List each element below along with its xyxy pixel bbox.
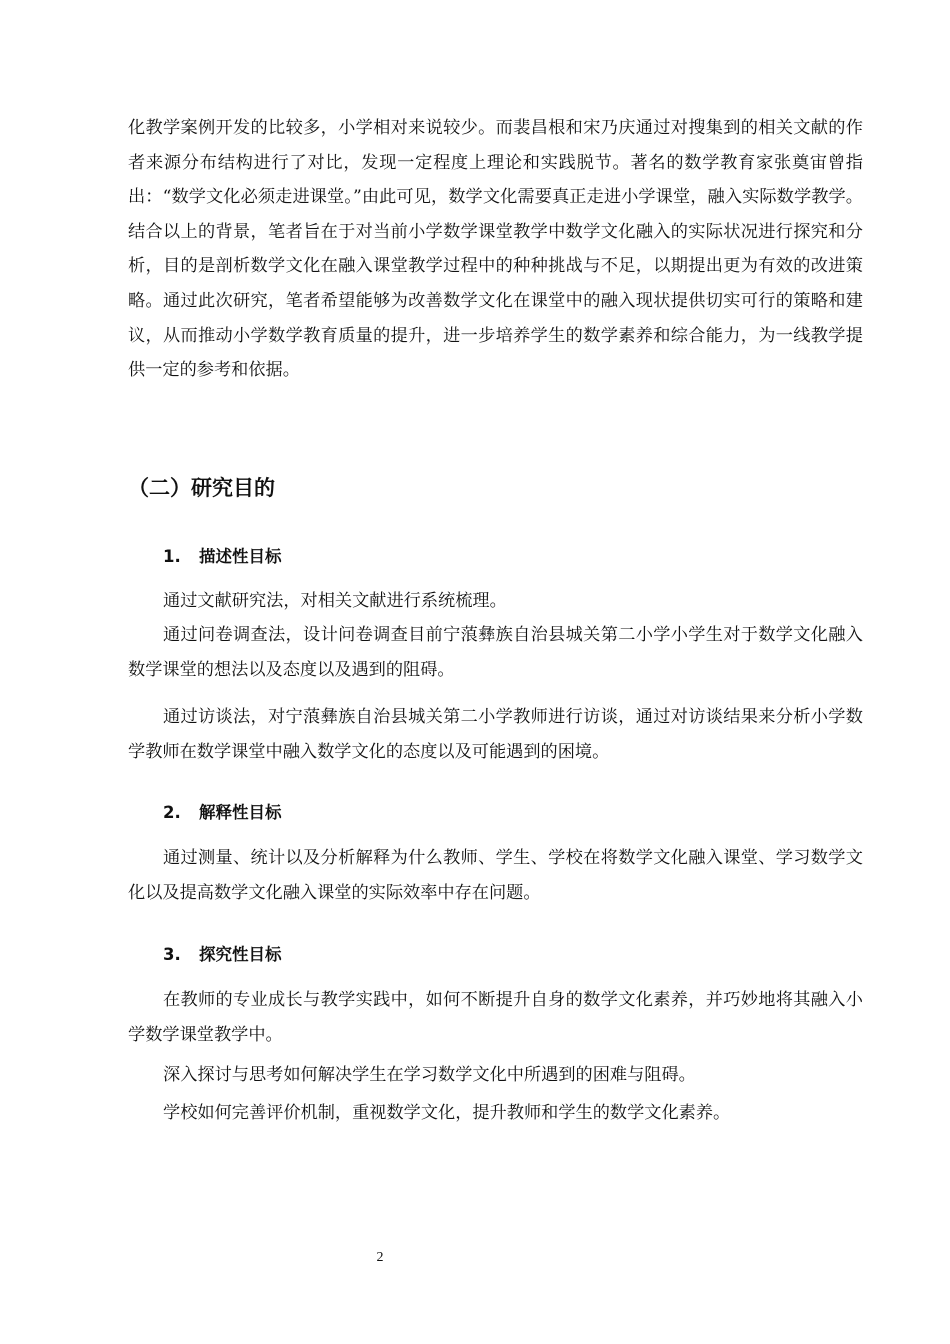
subsection-number: 2.: [163, 803, 181, 822]
subsection-title: 描述性目标: [199, 547, 282, 566]
subsection-heading-3: [163, 941, 282, 965]
section-heading: （二）研究目的: [128, 476, 275, 500]
page-number: 2: [376, 1250, 384, 1265]
subsection-title: 探究性目标: [199, 945, 282, 964]
subsection-number: 1.: [163, 547, 181, 566]
body-paragraph: 在教师的专业成长与教学实践中，如何不断提升自身的数学文化素养，并巧妙地将其融入小学数学课堂教学中。: [128, 990, 863, 1045]
body-paragraph: 通过访谈法，对宁蒗彝族自治县城关第二小学教师进行访谈，通过对访谈结果来分析小学数学教师在数学课堂中融入数学文化的态度以及可能遇到的困境。: [128, 707, 863, 762]
subsection-heading-1: [163, 543, 282, 567]
body-paragraph: 通过测量、统计以及分析解释为什么教师、学生、学校在将数学文化融入课堂、学习数学文化以及提高数学文化融入课堂的实际效率中存在问题。: [128, 848, 863, 903]
body-paragraph: 学校如何完善评价机制，重视数学文化，提升教师和学生的数学文化素养。: [163, 1103, 731, 1123]
body-paragraph: 通过文献研究法，对相关文献进行系统梳理。: [163, 591, 507, 611]
intro-paragraph: 化教学案例开发的比较多，小学相对来说较少。而裴昌根和宋乃庆通过对搜集到的相关文献的作者来源分布结构进行了对比，发现一定程度上理论和实践脱节。著名的数学教育家张奠宙曾指出：“数学文化必须走进课堂。”由此可见，数学文化需要真正走进小学课堂，融入实际数学教学。结合以上的背景，笔者旨在于对当前小学数学课堂教学中数学文化融入的实际状况进行探究和分析，目的是剖析数学文化在融入课堂教学过程中的种种挑战与不足，以期提出更为有效的改进策略。通过此次研究，笔者希望能够为改善数学文化在课堂中的融入现状提供切实可行的策略和建议，从而推动小学数学教育质量的提升，进一步培养学生的数学素养和综合能力，为一线教学提供一定的参考和依据。: [128, 118, 863, 381]
subsection-number: 3.: [163, 945, 181, 964]
body-paragraph: 深入探讨与思考如何解决学生在学习数学文化中所遇到的困难与阻碍。: [163, 1065, 696, 1085]
subsection-heading-2: [163, 799, 282, 823]
body-paragraph: 通过问卷调查法，设计问卷调查目前宁蒗彝族自治县城关第二小学小学生对于数学文化融入数学课堂的想法以及态度以及遇到的阻碍。: [128, 625, 863, 680]
subsection-title: 解释性目标: [199, 803, 282, 822]
